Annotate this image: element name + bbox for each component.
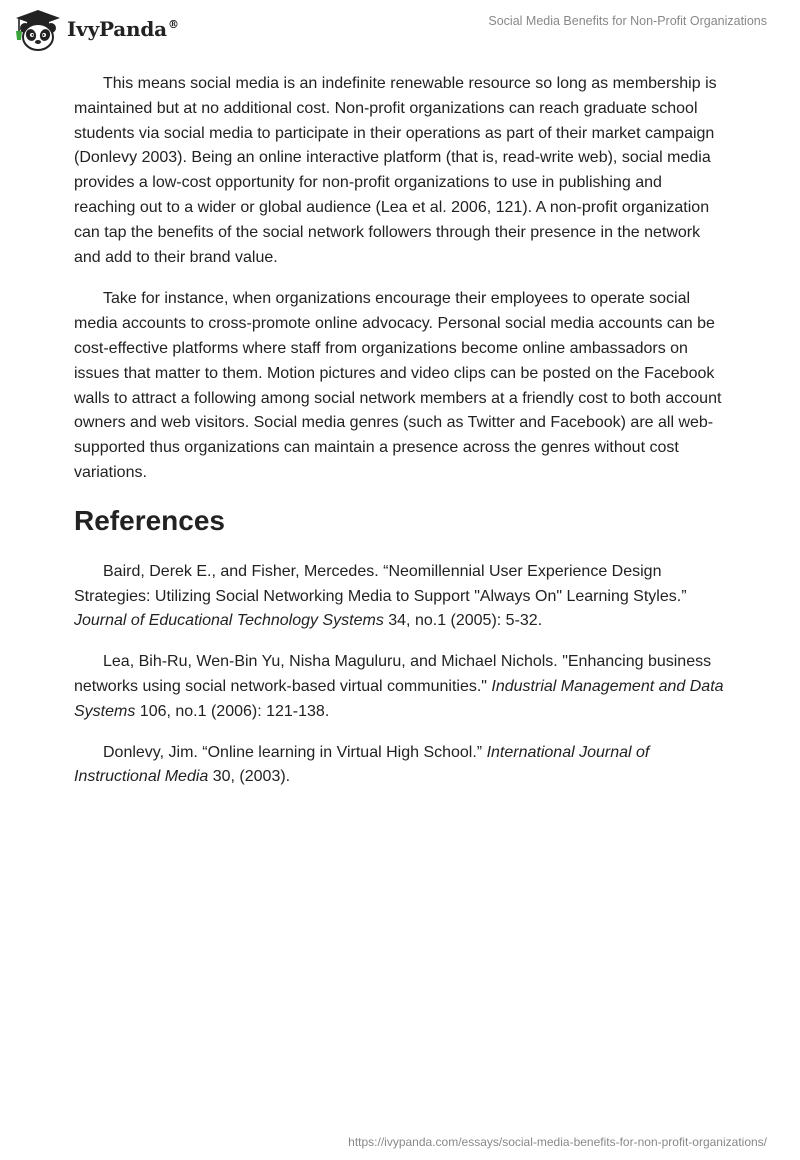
- reference-item: Baird, Derek E., and Fisher, Mercedes. “Neomillennial User Experience Design Strategies: Utilizing Social Networking Media to Support "Always On" Learning Styles.” Journal of Educational Technology Systems 34, no.1 (2005): 5-32.: [74, 562, 687, 630]
- ivypanda-logo[interactable]: [14, 9, 179, 51]
- body-paragraph: Take for instance, when organizations encourage their employees to operate social media accounts to cross-promote online advocacy. Personal social media accounts can be cost-effective platforms where staff from organizations become online ambassadors on issues that matter to them. Motion pictures and video clips can be posted on the Facebook walls to attract a following among social network members at a friendly cost to both account owners and web visitors. Social media genres (such as Twitter and Facebook) are all web-supported thus organizations can maintain a presence across the genres without cost variations.: [74, 290, 722, 481]
- panda-graduation-cap-icon: [14, 9, 62, 51]
- source-url[interactable]: https://ivypanda.com/essays/social-media-benefits-for-non-profit-organizations/: [348, 1135, 767, 1149]
- logo-wordmark: IvyPanda®: [67, 17, 179, 41]
- reference-item: Donlevy, Jim. “Online learning in Virtual High School.” International Journal of Instructional Media 30, (2003).: [74, 743, 650, 786]
- reference-item: Lea, Bih-Ru, Wen-Bin Yu, Nisha Maguluru, and Michael Nichols. "Enhancing business networks using social network-based virtual communities." Industrial Management and Data Systems 106, no.1 (2006): 121-138.: [74, 653, 724, 720]
- document-title: Social Media Benefits for Non-Profit Organizations: [488, 14, 767, 28]
- essay-content: [74, 72, 726, 806]
- references-heading: References: [74, 504, 225, 536]
- body-paragraph: This means social media is an indefinite renewable resource so long as membership is maintained but at no additional cost. Non-profit organizations can reach graduate school students via social media to participate in their operations as part of their market campaign (Donlevy 2003). Being an online interactive platform (that is, read-write web), social media provides a low-cost opportunity for non-profit organizations to use in publishing and reaching out to a wider or global audience (Lea et al. 2006, 121). A non-profit organization can tap the benefits of the social network followers through their presence in the network and add to their brand value.: [74, 75, 717, 266]
- page-header: [0, 0, 800, 60]
